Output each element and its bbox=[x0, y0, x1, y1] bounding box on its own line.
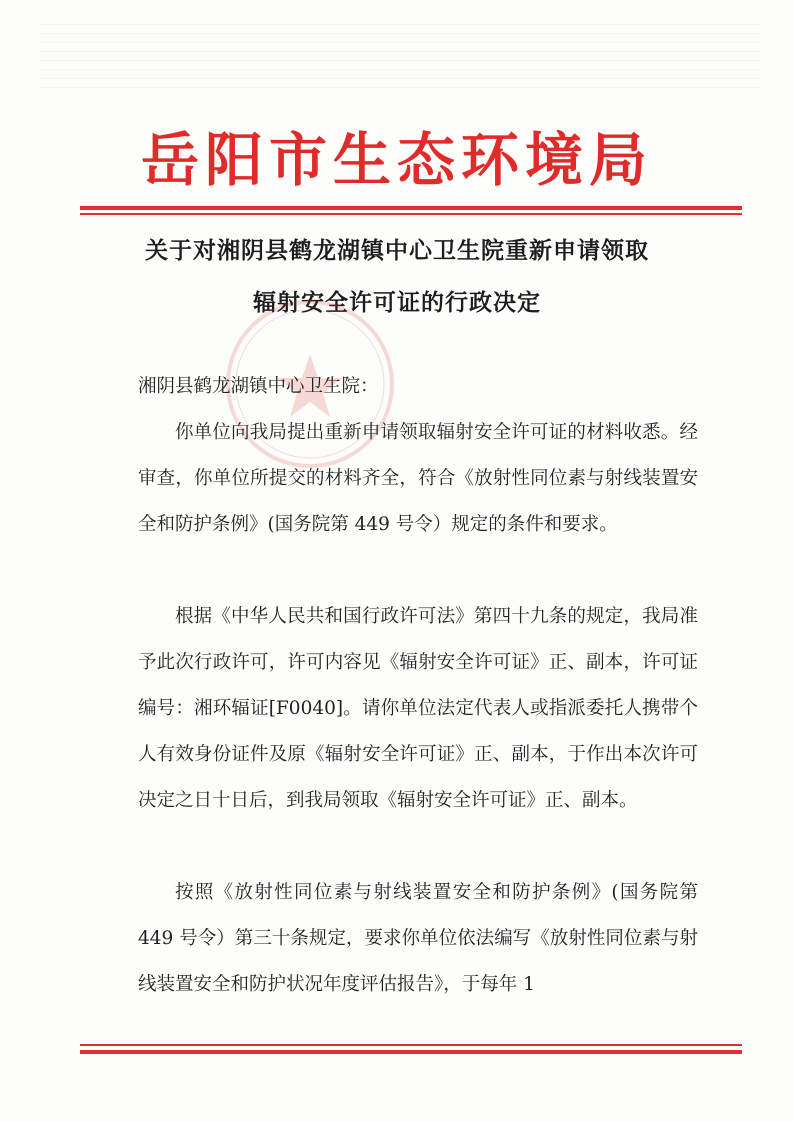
footer-divider-thin bbox=[80, 1044, 742, 1046]
issuing-authority-header: 岳阳市生态环境局 bbox=[140, 126, 653, 194]
salutation: 湘阴县鹤龙湖镇中心卫生院： bbox=[138, 376, 379, 397]
footer-divider-thick bbox=[80, 1050, 742, 1054]
header-divider-thick bbox=[80, 206, 742, 210]
scan-bleed-through bbox=[40, 18, 760, 88]
document-title-line-2: 辐射安全许可证的行政决定 bbox=[253, 290, 541, 316]
body-paragraph-1: 你单位向我局提出重新申请领取辐射安全许可证的材料收悉。经审查，你单位所提交的材料齐全，符合《放射性同位素与射线装置安全和防护条例》(国务院第 449 号令）规定的条件和要求。 bbox=[138, 422, 698, 535]
header-divider-thin bbox=[80, 213, 742, 215]
body-paragraph-3: 按照《放射性同位素与射线装置安全和防护条例》(国务院第 449 号令）第三十条规定，要求你单位依法编写《放射性同位素与射线装置安全和防护状况年度评估报告》，于每年 1 bbox=[138, 882, 698, 995]
document-title-line-1: 关于对湘阴县鹤龙湖镇中心卫生院重新申请领取 bbox=[145, 238, 649, 264]
body-paragraph-2: 根据《中华人民共和国行政许可法》第四十九条的规定，我局准予此次行政许可，许可内容见《辐射安全许可证》正、副本，许可证编号：湘环辐证[F0040]。请你单位法定代表人或指派委托人携带个人有效身份证件及原《辐射安全许可证》正、副本，于作出本次许可决定之日十日后，到我局领取《辐射安全许可证》正、副本。 bbox=[138, 606, 698, 811]
